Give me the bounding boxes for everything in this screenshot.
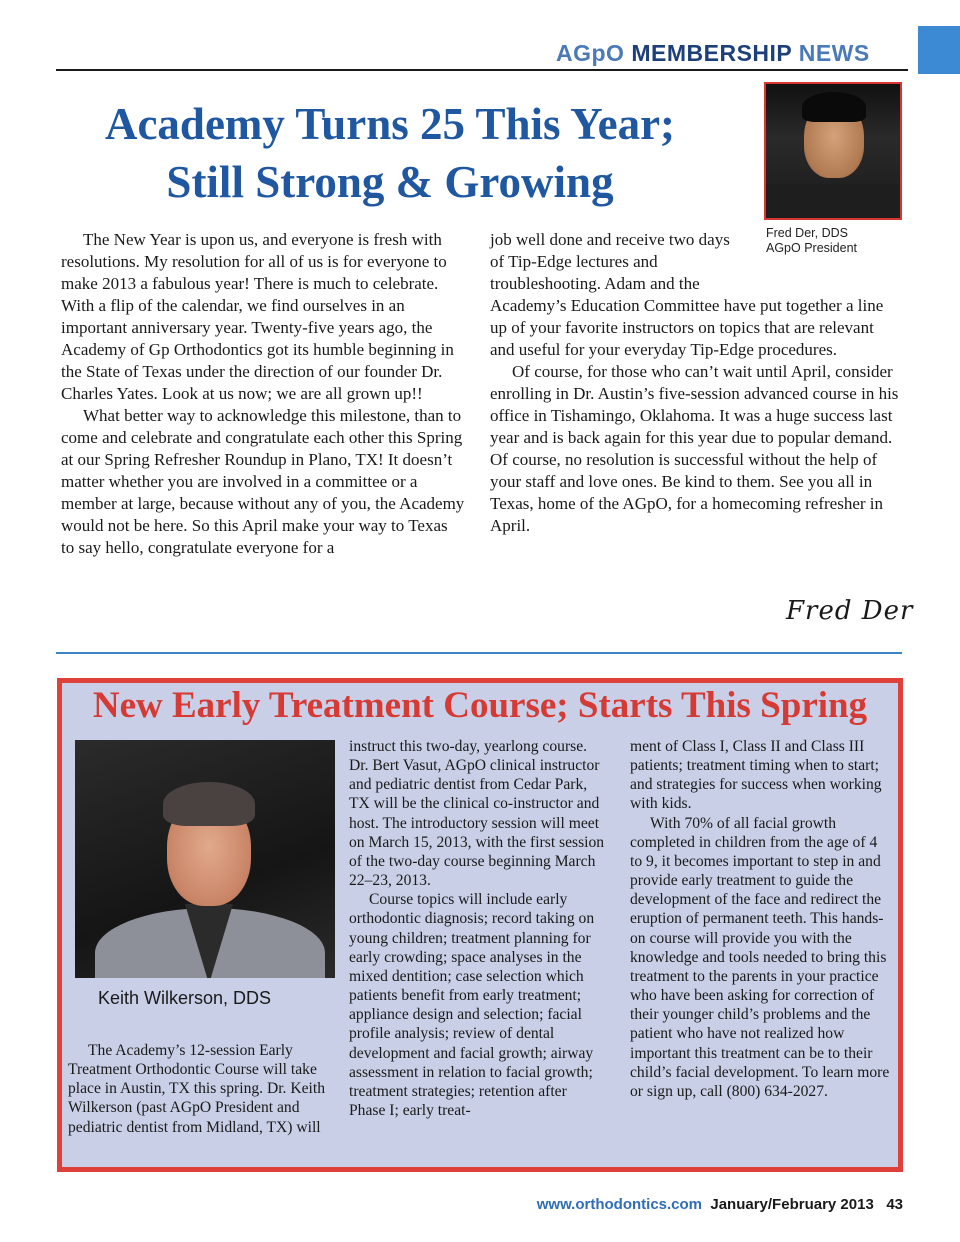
article-title-line1: Academy Turns 25 This Year; — [104, 99, 676, 149]
course-column-2 — [349, 737, 607, 1120]
article-column-2-top — [490, 229, 746, 295]
instructor-photo-caption: Keith Wilkerson, DDS — [98, 988, 272, 1008]
course-column-3 — [630, 737, 892, 1101]
paragraph: job well done and receive two days of Tip-Edge lectures and troubleshooting. Adam and the — [490, 230, 730, 293]
paragraph: The New Year is upon us, and everyone is fresh with resolutions. My resolution for all of us is for everyone to make 2013 a fabulous year! There is much to celebrate. With a flip of the calendar, we find ourselves in an important anniversary year. Twenty-five years ago, the Academy of Gp Orthodontics got its humble beginning in the State of Texas under the direction of our founder Dr. Charles Yates. Look at us now; we are all grown up!! — [61, 230, 454, 403]
paragraph: The Academy’s 12-session Early Treatment Orthodontic Course will take place in Austin, TX this spring. Dr. Keith Wilkerson (past AGpO President and pediatric dentist from Midland, TX) will — [68, 1042, 325, 1136]
footer-url[interactable]: www.orthodontics.com — [536, 1196, 703, 1213]
paragraph: What better way to acknowledge this milestone, than to come and celebrate and congratulate each other this Spring at our Spring Refresher Roundup in Plano, TX! It doesn’t matter whether you are involved in a committee or a member at large, because without any of you, the Academy would not be here. So this April make your way to Texas to say hello, congratulate everyone for a — [61, 406, 465, 557]
section-main: MEMBERSHIP — [631, 40, 792, 66]
section-prefix: AGpO — [556, 40, 625, 66]
paragraph: Course topics will include early orthodontic diagnosis; record taking on young children; treatment planning for early crowding; space analyses in the mixed dentition; case selection which patients benefit from early treatment; appliance design and selection; facial profile analysis; review of dental development and facial growth; airway assessment in relation to facial growth; treatment strategies; retention after Phase I; early treat- — [349, 891, 595, 1119]
section-divider — [56, 652, 902, 654]
page-footer — [537, 1196, 903, 1213]
paragraph: ment of Class I, Class II and Class III patients; treatment timing when to start; and strategies for success when working with kids. — [630, 738, 882, 813]
instructor-photo — [75, 740, 335, 978]
author-signature: Fred Der — [786, 596, 914, 626]
caption-name: Fred Der, DDS — [766, 226, 848, 240]
paragraph: Of course, for those who can’t wait until April, consider enrolling in Dr. Austin’s five-session advanced course in his office in Tishamingo, Oklahoma. It was a huge success last year and is back again for this year due to popular demand. Of course, no resolution is successful without the help of your staff and love ones. Be kind to them. See you all in Texas, home of the AGpO, for a homecoming refresher in April. — [490, 362, 899, 535]
paragraph: Academy’s Education Committee have put together a line up of your favorite instructors on topics that are relevant and useful for your everyday Tip-Edge procedures. — [490, 296, 884, 359]
article-title — [40, 95, 740, 211]
footer-issue: January/February 2013 — [710, 1196, 874, 1213]
caption-role: AGpO President — [766, 241, 858, 255]
section-header — [556, 40, 870, 67]
course-column-1 — [68, 1041, 334, 1137]
header-divider — [56, 69, 908, 71]
president-photo-caption — [766, 226, 857, 256]
article-column-2 — [490, 295, 900, 537]
course-title: New Early Treatment Course; Starts This Spring — [92, 685, 868, 726]
article-column-1 — [61, 229, 465, 559]
article-title-line2: Still Strong & Growing — [166, 157, 614, 207]
page-tab-marker — [918, 26, 960, 74]
section-suffix: NEWS — [798, 40, 870, 66]
page-number: 43 — [886, 1196, 903, 1213]
paragraph: With 70% of all facial growth completed in children from the age of 4 to 9, it becomes important to step in and provide early treatment to guide the development of the face and redirect the eruption of permanent teeth. This hands-on course will provide you with the knowledge and tools needed to bring this treatment to the parents in your practice who have been asking for correction of their younger child’s problems and the patient who have not realized how important this treatment can be to their child’s facial development. To learn more or sign up, call (800) 634-2027. — [630, 814, 890, 1100]
president-photo — [764, 82, 902, 220]
paragraph: instruct this two-day, yearlong course. Dr. Bert Vasut, AGpO clinical instructor and pediatric dentist from Cedar Park, TX will be the clinical co-instructor and host. The introductory session will meet on March 15, 2013, with the first session of the two-day course beginning March 22–23, 2013. — [349, 738, 605, 890]
